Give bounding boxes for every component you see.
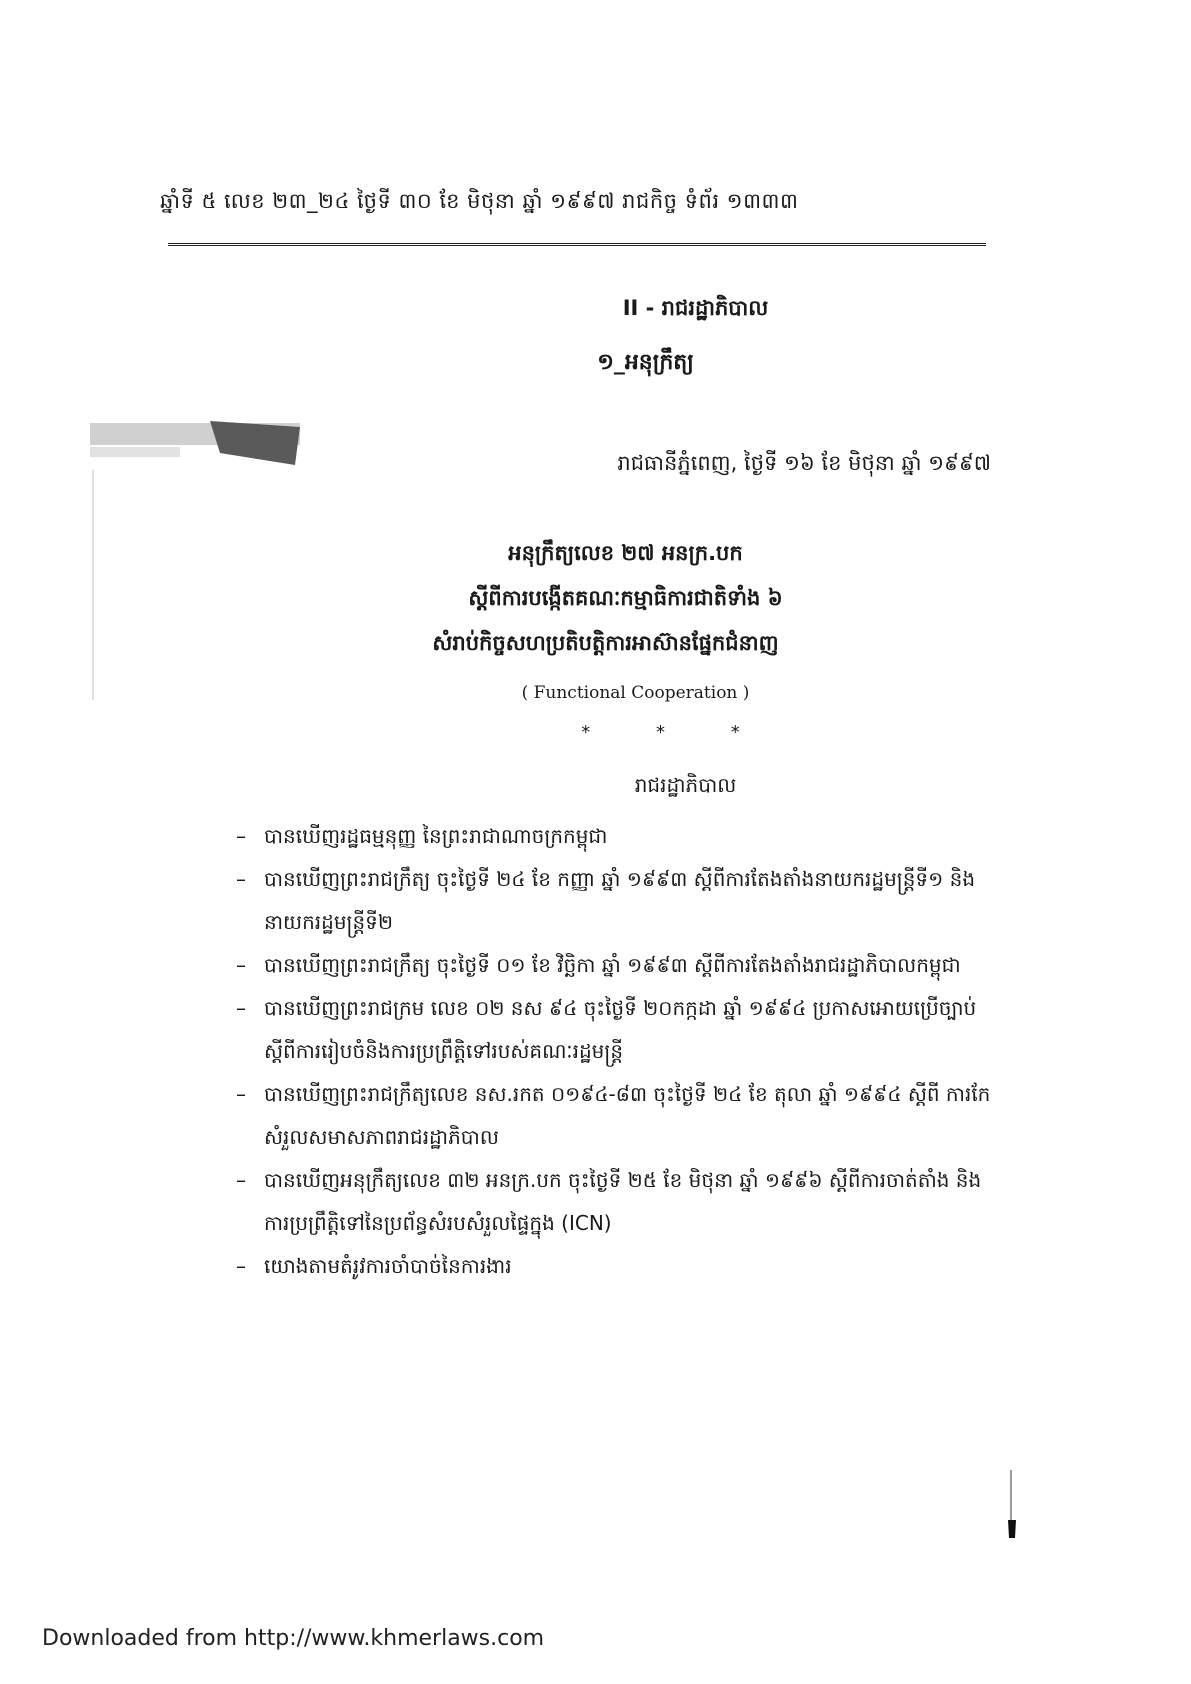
preamble-item-text: បានឃើញព្រះរាជក្រម លេខ ០២ នស ៩៤ ចុះថ្ងៃទី ២០កក្កដា ឆ្នាំ ១៩៩៤ ប្រកាសអោយប្រើច្បាប់ស្តីពីការរៀបចំនិងការប្រព្រឹត្តិទៅរបស់គណៈរដ្ឋមន្ត្រី [264,996,977,1063]
preamble-item-text: បានឃើញរដ្ឋធម្មនុញ្ញ នៃព្រះរាជាណាចក្រកម្ពុជា [264,824,608,848]
scan-edge-mark [1006,1470,1018,1540]
preamble-item-text: បានឃើញអនុក្រឹត្យលេខ ៣២ អនក្រ.បក ចុះថ្ងៃទី ២៥ ខែ មិថុនា ឆ្នាំ ១៩៩៦ ស្តីពីការចាត់តាំង និងការប្រព្រឹត្តិទៅនៃប្រព័ន្ធសំរបសំរួលផ្ទៃក្នុង (ICN) [264,1168,982,1235]
preamble-item [236,987,996,1073]
sub-title: ១_អនុក្រឹត្យ [597,350,694,375]
preamble-item-text: បានឃើញព្រះរាជក្រឹត្យ ចុះថ្ងៃទី ០១ ខែ វិច្ឆិកា ឆ្នាំ ១៩៩៣ ស្តីពីការតែងតាំងរាជរដ្ឋាភិបាលកម្ពុជា [264,953,961,977]
preamble-item [236,1245,996,1288]
preamble-item [236,944,996,987]
list-dash: – [236,824,246,848]
separator-stars: * * * [581,722,770,743]
preamble-item [236,858,996,944]
preamble-item-text: យោងតាមតំរូវការចាំបាច់នៃការងារ [264,1254,512,1278]
decree-title-line-2: សំរាប់កិច្ចសហប្រតិបត្តិការអាស៊ានផ្នែកជំនាញ [432,631,779,655]
decree-number: អនុក្រឹត្យលេខ ២៧ អនក្រ.បក [508,541,743,565]
english-subtitle: ( Functional Cooperation ) [521,683,750,703]
list-dash: – [236,1254,246,1278]
preamble-item [236,815,996,858]
list-dash: – [236,953,246,977]
download-footer: Downloaded from http://www.khmerlaws.com [42,1626,545,1651]
list-dash: – [236,1082,246,1106]
decree-title-line-1: ស្តីពីការបង្កើតគណៈកម្មាធិការជាតិទាំង ៦ [468,586,783,610]
stamp-smudge [90,413,300,471]
list-dash: – [236,1168,246,1192]
preamble-item [236,1159,996,1245]
section-title: II - រាជរដ្ឋាភិបាល [622,296,769,320]
preamble-item-text: បានឃើញព្រះរាជក្រឹត្យលេខ នស.រកត ០១៩៤-៨៣ ចុះថ្ងៃទី ២៤ ខែ តុលា ឆ្នាំ ១៩៩៤ ស្តីពី ការកែសំរួលសមាសភាពរាជរដ្ឋាភិបាល [264,1082,991,1149]
gazette-header: ឆ្នាំទី ៥ លេខ ២៣_២៤ ថ្ងៃទី ៣០ ខែ មិថុនា ឆ្នាំ ១៩៩៧ រាជកិច្ច ទំព័រ ១៣៣៣ [160,189,799,213]
preamble-item-text: បានឃើញព្រះរាជក្រឹត្យ ចុះថ្ងៃទី ២៤ ខែ កញ្ញា ឆ្នាំ ១៩៩៣ ស្តីពីការតែងតាំងនាយករដ្ឋមន្ត្រីទី១ និងនាយករដ្ឋមន្ត្រីទី២ [264,867,976,934]
preamble-item [236,1073,996,1159]
list-dash: – [236,996,246,1020]
preamble-list [236,815,996,1288]
place-date: រាជធានីភ្នំពេញ, ថ្ងៃទី ១៦ ខែ មិថុនា ឆ្នាំ ១៩៩៧ [617,451,991,475]
list-dash: – [236,867,246,891]
issuer-heading: រាជរដ្ឋាភិបាល [634,773,737,797]
header-rule [168,243,986,246]
